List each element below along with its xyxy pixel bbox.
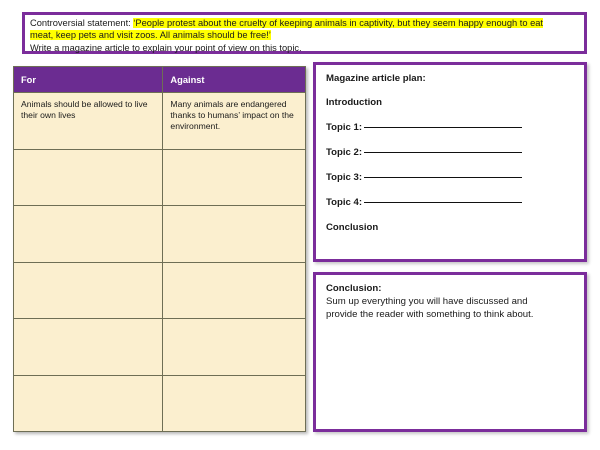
- plan-introduction: Introduction: [326, 97, 382, 108]
- plan-topic-4-label: Topic 4:: [326, 197, 363, 208]
- conclusion-line-1: Sum up everything you will have discussed and: [326, 296, 528, 307]
- table-row: [14, 262, 306, 319]
- cell-against[interactable]: [163, 149, 306, 206]
- plan-topic-1-label: Topic 1:: [326, 122, 363, 133]
- cell-against[interactable]: [163, 206, 306, 263]
- plan-conclusion: Conclusion: [326, 222, 379, 233]
- cell-for[interactable]: [14, 149, 163, 206]
- column-header-against: Against: [163, 67, 306, 93]
- plan-topic-3[interactable]: [326, 172, 574, 184]
- table-row: [14, 149, 306, 206]
- task-instruction: Write a magazine article to explain your point of view on this topic.: [30, 43, 302, 54]
- table-row: [14, 375, 306, 432]
- cell-for[interactable]: [14, 262, 163, 319]
- plan-topic-1[interactable]: [326, 122, 574, 134]
- table-row: [14, 206, 306, 263]
- plan-topic-4-rule[interactable]: [364, 202, 522, 203]
- statement-quote-line-2: meat, keep pets and visit zoos. All animals should be free!’: [30, 29, 271, 40]
- cell-for[interactable]: [14, 319, 163, 376]
- cell-against[interactable]: [163, 375, 306, 432]
- cell-against[interactable]: [163, 262, 306, 319]
- cell-for[interactable]: Animals should be allowed to live their own lives: [14, 93, 163, 150]
- for-against-table: [13, 66, 306, 432]
- statement-line-2: [30, 30, 580, 42]
- cell-for[interactable]: [14, 206, 163, 263]
- magazine-article-plan-panel: [313, 62, 587, 262]
- plan-topic-3-rule[interactable]: [364, 177, 522, 178]
- table-row: [14, 319, 306, 376]
- plan-title: Magazine article plan:: [326, 73, 426, 84]
- statement-quote-line-1: ‘People protest about the cruelty of keeping animals in captivity, but they seem happy enough to eat: [133, 18, 544, 28]
- conclusion-title: Conclusion:: [326, 283, 382, 294]
- plan-topic-2-label: Topic 2:: [326, 147, 363, 158]
- cell-against[interactable]: [163, 319, 306, 376]
- conclusion-panel: [313, 272, 587, 432]
- controversial-statement-banner: [22, 12, 587, 54]
- statement-line-1: [30, 18, 580, 30]
- cell-against[interactable]: Many animals are endangered thanks to humans’ impact on the environment.: [163, 93, 306, 150]
- table-row: [14, 93, 306, 150]
- plan-topic-4[interactable]: [326, 197, 574, 209]
- plan-topic-3-label: Topic 3:: [326, 172, 363, 183]
- plan-topic-1-rule[interactable]: [364, 127, 522, 128]
- statement-label: Controversial statement:: [30, 18, 134, 28]
- cell-for[interactable]: [14, 375, 163, 432]
- plan-topic-2-rule[interactable]: [364, 152, 522, 153]
- conclusion-line-2: provide the reader with something to think about.: [326, 309, 534, 320]
- column-header-for: For: [14, 67, 163, 93]
- table-header-row: [14, 67, 306, 93]
- plan-topic-2[interactable]: [326, 147, 574, 159]
